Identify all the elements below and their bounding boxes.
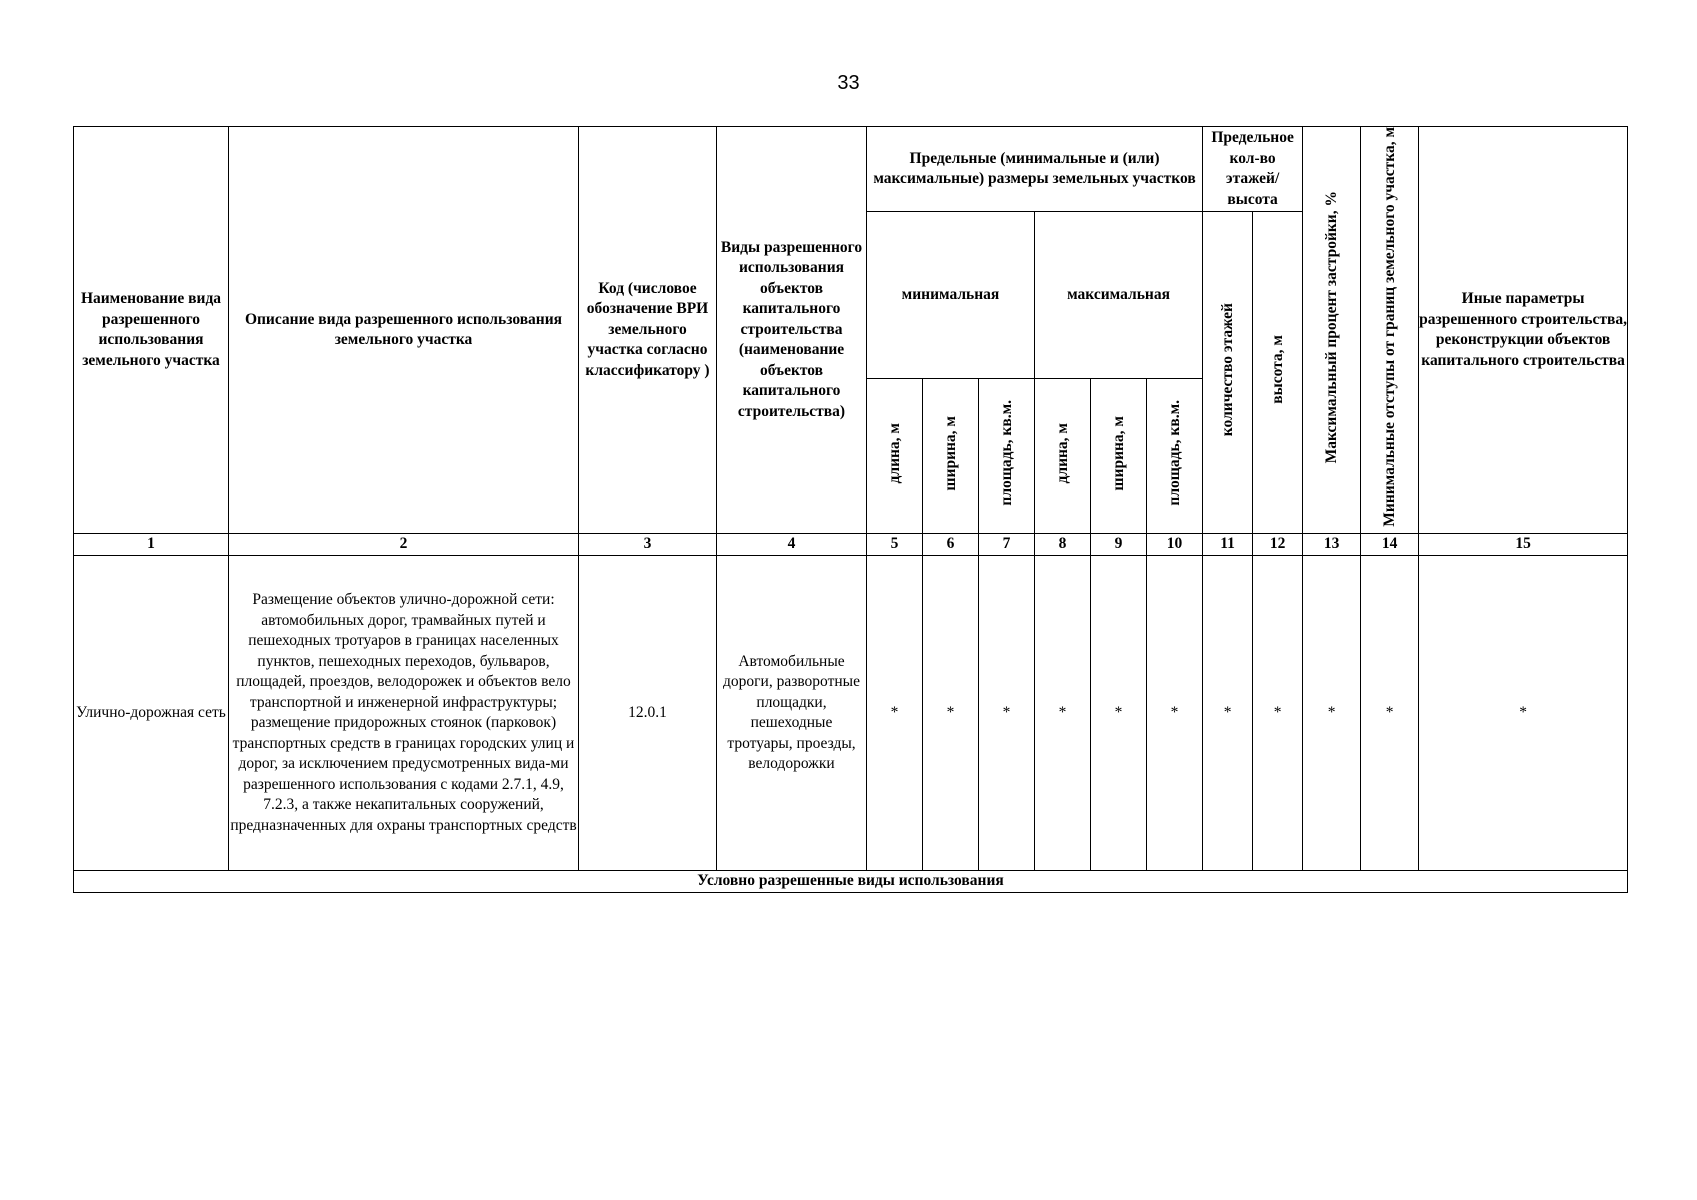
section-title: Условно разрешенные виды использования	[74, 871, 1628, 893]
column-number: 4	[717, 534, 867, 556]
value-min-area: *	[979, 556, 1035, 871]
land-use-code: 12.0.1	[579, 556, 717, 871]
column-number: 7	[979, 534, 1035, 556]
header-maximum: максимальная	[1035, 212, 1203, 379]
column-number: 13	[1303, 534, 1361, 556]
page-number: 33	[837, 72, 860, 94]
header-capital-construction-kinds: Виды разрешенного использования объектов капитального строительства (наименование объектов капитального строительства)	[717, 127, 867, 534]
header-description: Описание вида разрешенного использования земельного участка	[229, 127, 579, 534]
value-min-width: *	[923, 556, 979, 871]
value-max-width: *	[1091, 556, 1147, 871]
header-plot-size-limits: Предельные (минимальные и (или) максимальные) размеры земельных участков	[867, 127, 1203, 212]
header-min-length: длина, м	[867, 379, 923, 534]
value-max-building-percent: *	[1303, 556, 1361, 871]
table-row	[74, 556, 1628, 871]
capital-construction-kinds: Автомобильные дороги, разворотные площадки, пешеходные тротуары, проезды, велодорожки	[717, 556, 867, 871]
column-number: 9	[1091, 534, 1147, 556]
header-max-width: ширина, м	[1091, 379, 1147, 534]
header-max-area: площадь, кв.м.	[1147, 379, 1203, 534]
header-min-setbacks: Минимальные отступы от границ земельного участка, м	[1361, 127, 1419, 534]
value-other-parameters: *	[1419, 556, 1628, 871]
header-max-building-percent: Максимальный процент застройки, %	[1303, 127, 1361, 534]
column-number: 15	[1419, 534, 1628, 556]
value-height: *	[1253, 556, 1303, 871]
land-use-name: Улично-дорожная сеть	[74, 556, 229, 871]
column-number: 2	[229, 534, 579, 556]
column-number: 6	[923, 534, 979, 556]
header-height: высота, м	[1253, 212, 1303, 534]
header-code: Код (числовое обозначение ВРИ земельного участка согласно классификатору )	[579, 127, 717, 534]
header-min-width: ширина, м	[923, 379, 979, 534]
column-number: 5	[867, 534, 923, 556]
header-floors-height: Предельное кол-во этажей/ высота	[1203, 127, 1303, 212]
land-use-description: Размещение объектов улично-дорожной сети: автомобильных дорог, трамвайных путей и пешеходных тротуаров в границах населенных пунктов, пешеходных переходов, бульваров, площадей, проездов, велодорожек и объектов вело транспортной и инженерной инфраструктуры; размещение придорожных стоянок (парковок) транспортных средств в границах городских улиц и дорог, за исключением предусмотренных вида-ми разрешенного использования с кодами 2.7.1, 4.9, 7.2.3, а также некапитальных сооружений, предназначенных для охраны транспортных средств	[229, 556, 579, 871]
column-number: 8	[1035, 534, 1091, 556]
header-floors-count: количество этажей	[1203, 212, 1253, 534]
column-number: 14	[1361, 534, 1419, 556]
header-other-parameters: Иные параметры разрешенного строительства, реконструкции объектов капитального строительства	[1419, 127, 1628, 534]
column-number: 3	[579, 534, 717, 556]
header-min-area: площадь, кв.м.	[979, 379, 1035, 534]
column-number: 10	[1147, 534, 1203, 556]
column-number: 11	[1203, 534, 1253, 556]
column-number: 12	[1253, 534, 1303, 556]
column-number-row	[74, 534, 1628, 556]
header-land-use-name: Наименование вида разрешенного использования земельного участка	[74, 127, 229, 534]
value-max-length: *	[1035, 556, 1091, 871]
value-max-area: *	[1147, 556, 1203, 871]
value-floors-count: *	[1203, 556, 1253, 871]
value-min-setbacks: *	[1361, 556, 1419, 871]
column-number: 1	[74, 534, 229, 556]
header-max-length: длина, м	[1035, 379, 1091, 534]
zoning-table	[73, 126, 1628, 893]
value-min-length: *	[867, 556, 923, 871]
header-minimum: минимальная	[867, 212, 1035, 379]
